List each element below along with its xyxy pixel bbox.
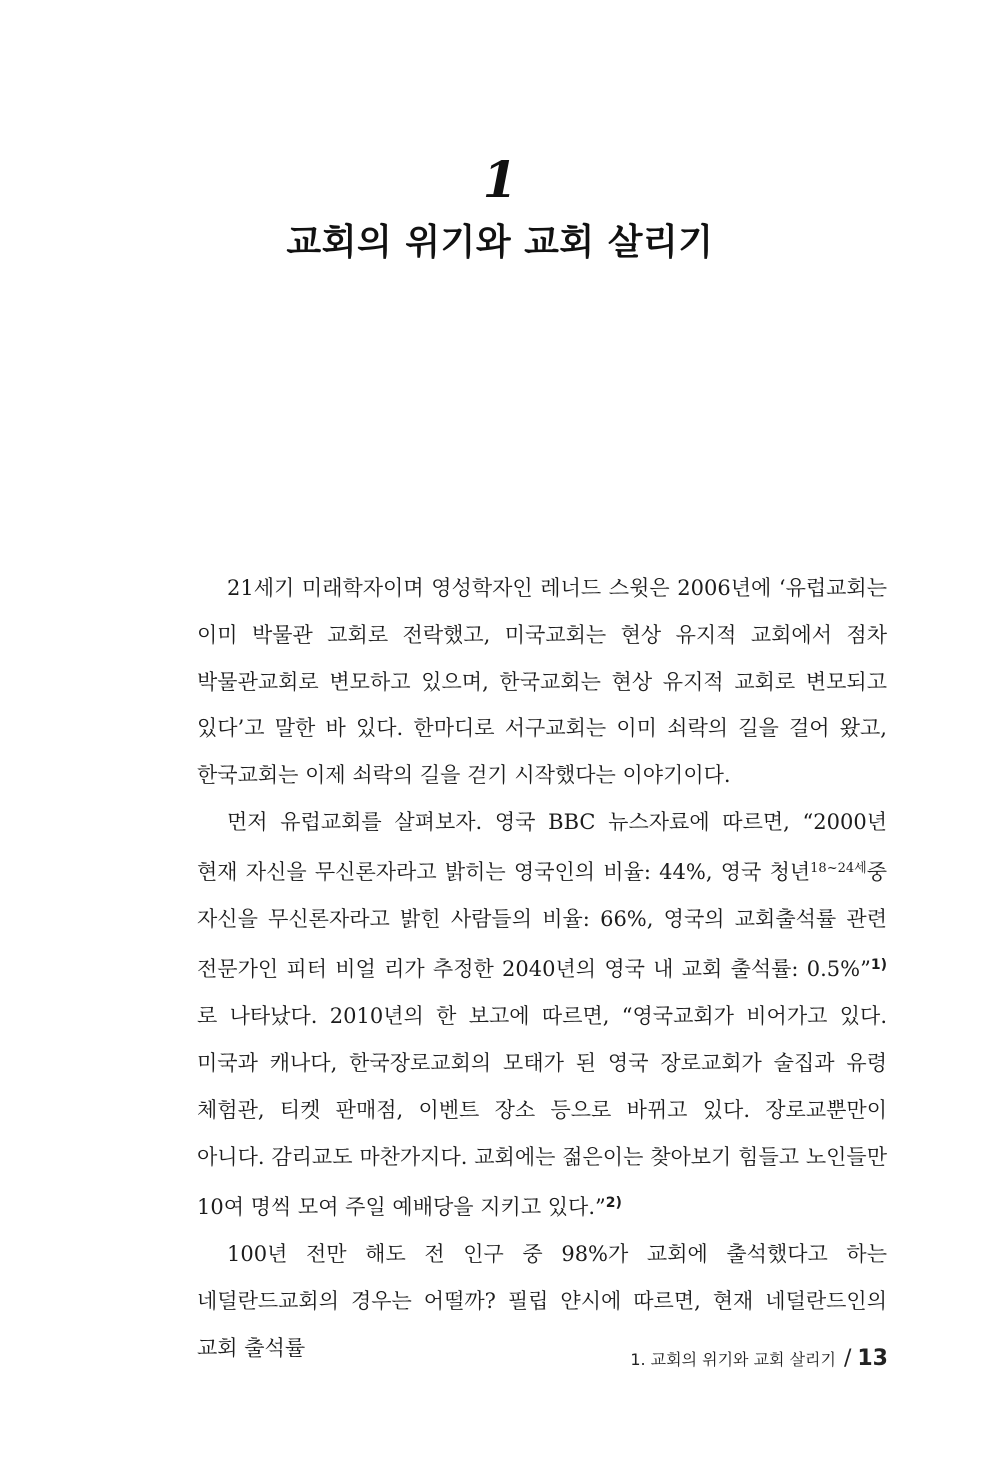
paragraph-2-part-2: 중 자신을 무신론자라고 밝힌 사람들의 비율: 66%, 영국의 교회출석률 관련 전문가인 피터 비얼 리가 추정한 2040년의 영국 내 교회 출석률: 0.5%”: [197, 859, 887, 982]
paragraph-2-part-1: 먼저 유럽교회를 살펴보자. 영국 BBC 뉴스자료에 따르면, “2000년 현재 자신을 무신론자라고 밝히는 영국인의 비율: 44%, 영국 청년: [197, 809, 887, 884]
footnote-marker-1[interactable]: 1): [870, 957, 887, 974]
page-footer: [630, 1344, 888, 1375]
body-text: [197, 565, 887, 1372]
paragraph-1: 21세기 미래학자이며 영성학자인 레너드 스윗은 2006년에 ‘유럽교회는 이미 박물관 교회로 전락했고, 미국교회는 현상 유지적 교회에서 점차 박물관교회로 변모하고 있으며, 한국교회는 현상 유지적 교회로 변모되고 있다’고 말한 바 있다. 한마디로 서구교회는 이미 쇠락의 길을 걸어 왔고, 한국교회는 이제 쇠락의 길을 걷기 시작했다는 이야기이다.: [197, 576, 887, 788]
paragraph-2: [197, 799, 887, 1231]
paragraph-3: 100년 전만 해도 전 인구 중 98%가 교회에 출석했다고 하는 네덜란드교회의 경우는 어떨까? 필립 얀시에 따르면, 현재 네덜란드인의 교회 출석률: [197, 1242, 887, 1360]
chapter-number: 1: [482, 150, 518, 209]
footnote-marker-2[interactable]: 2): [605, 1195, 622, 1212]
footer-separator: /: [843, 1346, 852, 1371]
running-title: 1. 교회의 위기와 교회 살리기: [630, 1350, 836, 1369]
paragraph-2-part-3: 로 나타났다. 2010년의 한 보고에 따르면, “영국교회가 비어가고 있다. 미국과 캐나다, 한국장로교회의 모태가 된 영국 장로교회가 술집과 유령 체험관, 티켓 판매점, 이벤트 장소 등으로 바뀌고 있다. 장로교뿐만이 아니다. 감리교도 마찬가지다. 교회에는 젊은이는 찾아보기 힘들고 노인들만 10여 명씩 모여 주일 예배당을 지키고 있다.”: [197, 1004, 887, 1220]
chapter-title: 교회의 위기와 교회 살리기: [286, 222, 714, 263]
age-range-superscript: 18~24세: [810, 860, 867, 876]
page-number: 13: [857, 1346, 888, 1371]
